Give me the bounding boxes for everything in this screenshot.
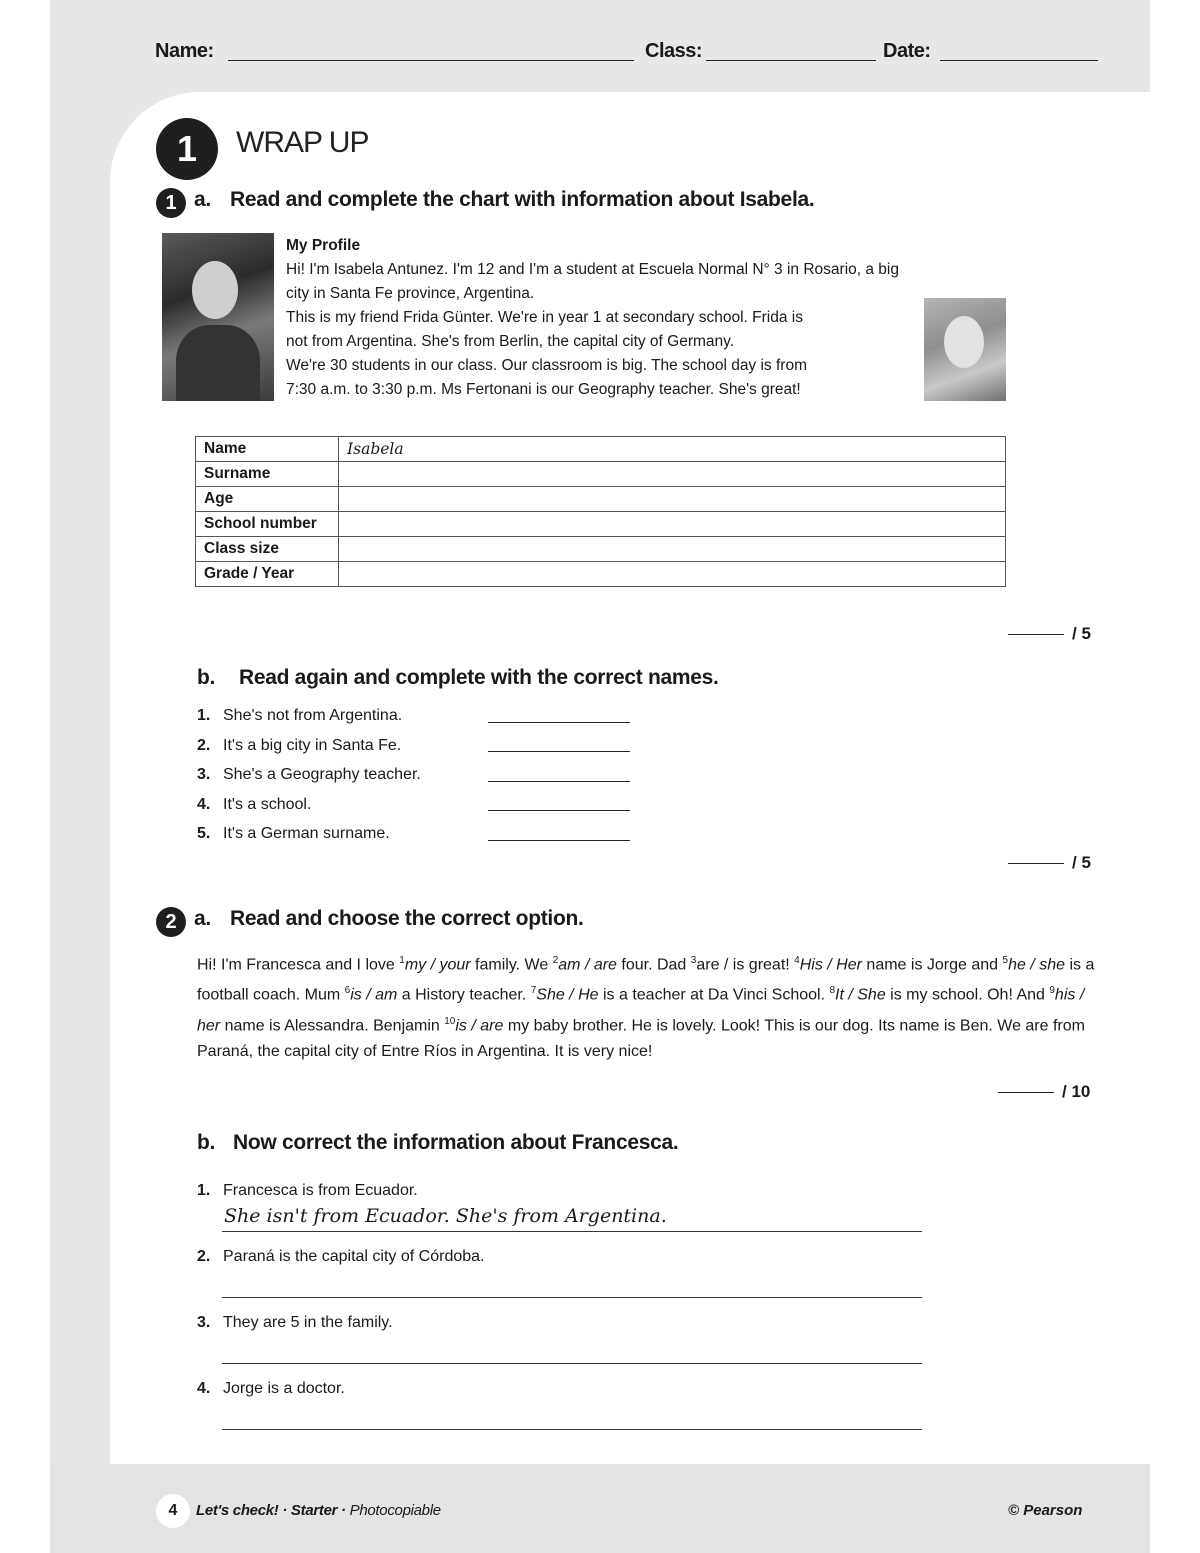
- chart-row: [196, 437, 1006, 462]
- question-item: [197, 766, 421, 784]
- date-label: Date:: [883, 40, 931, 62]
- question-number: 2.: [197, 737, 211, 754]
- question-item: [197, 1248, 484, 1266]
- isabela-photo: [162, 233, 274, 401]
- score-1a: [1008, 624, 1091, 644]
- question-item: [197, 707, 402, 725]
- book-title: Let's check! · Starter ·: [196, 1502, 350, 1519]
- option-choice[interactable]: my / your: [404, 956, 471, 974]
- paragraph-text: name is Jorge and: [861, 956, 1003, 974]
- exercise-1a-title: [194, 188, 814, 212]
- footer-book-title: [196, 1502, 441, 1519]
- question-text: Francesca is from Ecuador.: [223, 1182, 418, 1199]
- gap-number: 1: [399, 955, 405, 966]
- paragraph-text: my baby brother. He is lovely. Look! This is our dog. Its name is Ben. We are from Paraná, the capital city of Entre Ríos in Argentina. It is very nice!: [197, 1016, 1085, 1060]
- question-number: 4.: [197, 796, 211, 813]
- exercise-2-badge: 2: [156, 907, 186, 937]
- paragraph-text: family. We: [470, 956, 553, 974]
- question-item: [197, 1182, 418, 1200]
- option-choice[interactable]: am / are: [558, 956, 617, 974]
- profile-line: 7:30 a.m. to 3:30 p.m. Ms Fertonani is our Geography teacher. She's great!: [286, 381, 801, 398]
- gap-number: 9: [1049, 985, 1055, 997]
- date-field-line[interactable]: [940, 60, 1098, 61]
- exercise-2a-title: [194, 907, 584, 931]
- name-field-line[interactable]: [228, 60, 634, 61]
- option-choice[interactable]: is / are: [455, 1016, 504, 1034]
- chart-answer[interactable]: [339, 562, 1006, 587]
- score-line[interactable]: [1008, 863, 1064, 864]
- chart-label: Surname: [196, 462, 339, 487]
- paragraph-text: Hi! I'm Francesca and I love: [197, 956, 400, 974]
- option-choice[interactable]: are / is: [696, 956, 745, 974]
- option-choice[interactable]: his / her: [197, 986, 1085, 1034]
- option-choice[interactable]: It / She: [835, 986, 886, 1004]
- question-number: 1.: [197, 707, 211, 724]
- score-total: / 5: [1072, 624, 1091, 643]
- question-number: 3.: [197, 1314, 211, 1331]
- chart-label: Name: [196, 437, 339, 462]
- question-text: It's a German surname.: [223, 825, 390, 842]
- class-field-line[interactable]: [706, 60, 876, 61]
- option-choice[interactable]: His / Her: [799, 956, 862, 974]
- chart-label: Class size: [196, 537, 339, 562]
- chart-answer[interactable]: [339, 487, 1006, 512]
- page-number: 4: [156, 1494, 190, 1528]
- profile-line: This is my friend Frida Günter. We're in year 1 at secondary school. Frida is: [286, 309, 803, 326]
- score-total: / 10: [1062, 1082, 1091, 1101]
- gap-number: 7: [530, 985, 537, 997]
- question-item: [197, 1314, 393, 1332]
- question-text: She's not from Argentina.: [223, 707, 403, 724]
- exercise-instruction: Now correct the information about Francesca.: [233, 1131, 679, 1154]
- paragraph-text: is a football coach. Mum: [197, 956, 1095, 1004]
- answer-line[interactable]: [222, 1429, 922, 1430]
- question-text: They are 5 in the family.: [223, 1314, 393, 1331]
- answer-blank[interactable]: [488, 751, 630, 752]
- paragraph-text: name is Alessandra. Benjamin: [220, 1016, 445, 1034]
- answer-blank[interactable]: [488, 781, 630, 782]
- profile-text: [286, 234, 1016, 402]
- chart-row: [196, 462, 1006, 487]
- profile-title: My Profile: [286, 237, 361, 254]
- chart-row: [196, 487, 1006, 512]
- exercise-2b-title: [197, 1131, 678, 1155]
- chart-answer[interactable]: [339, 512, 1006, 537]
- gap-number: 2: [552, 955, 559, 966]
- gap-number: 8: [829, 985, 836, 997]
- exercise-1-badge: 1: [156, 188, 186, 218]
- exercise-letter: b.: [197, 666, 216, 689]
- option-choice[interactable]: he / she: [1008, 956, 1065, 974]
- gap-number: 3: [690, 955, 697, 966]
- class-label: Class:: [645, 40, 703, 62]
- chart-label: Grade / Year: [196, 562, 339, 587]
- question-number: 1.: [197, 1182, 211, 1199]
- score-1b: [1008, 853, 1091, 873]
- exercise-letter: a.: [194, 907, 211, 930]
- paragraph-text: four. Dad: [616, 956, 691, 974]
- exercise-instruction: Read again and complete with the correct names.: [239, 666, 719, 689]
- gap-number: 6: [344, 985, 351, 997]
- exercise-letter: b.: [197, 1131, 216, 1154]
- answer-line[interactable]: [222, 1363, 922, 1364]
- question-item: [197, 825, 390, 843]
- question-number: 4.: [197, 1380, 211, 1397]
- exercise-1b-title: [197, 666, 719, 690]
- question-text: It's a big city in Santa Fe.: [223, 737, 402, 754]
- paragraph-text: great!: [744, 956, 795, 974]
- question-text: It's a school.: [223, 796, 312, 813]
- question-text: She's a Geography teacher.: [223, 766, 421, 783]
- question-item: [197, 737, 401, 755]
- option-choice[interactable]: is / am: [350, 986, 398, 1004]
- profile-line: We're 30 students in our class. Our classroom is big. The school day is from: [286, 357, 807, 374]
- unit-title: WRAP UP: [236, 126, 369, 159]
- profile-line: not from Argentina. She's from Berlin, the capital city of Germany.: [286, 333, 735, 350]
- chart-row: [196, 562, 1006, 587]
- exercise-instruction: Read and complete the chart with information about Isabela.: [230, 188, 815, 211]
- exercise-instruction: Read and choose the correct option.: [230, 907, 584, 930]
- name-label: Name:: [155, 40, 214, 62]
- profile-line: Hi! I'm Isabela Antunez. I'm 12 and I'm a student at Escuela Normal N° 3 in Rosario, a big: [286, 261, 899, 278]
- handwritten-answer[interactable]: She isn't from Ecuador. She's from Argentina.: [224, 1205, 667, 1227]
- answer-blank[interactable]: [488, 810, 630, 811]
- answer-blank[interactable]: [488, 722, 630, 723]
- francesca-paragraph: [197, 948, 1102, 1065]
- chart-row: [196, 537, 1006, 562]
- score-line[interactable]: [1008, 634, 1064, 635]
- question-number: 3.: [197, 766, 211, 783]
- chart-row: [196, 512, 1006, 537]
- info-chart: [195, 436, 1006, 587]
- exercise-letter: a.: [194, 188, 211, 211]
- paragraph-text: a History teacher.: [397, 986, 531, 1004]
- answer-line[interactable]: [222, 1231, 922, 1232]
- answer-line[interactable]: [222, 1297, 922, 1298]
- chart-label: School number: [196, 512, 339, 537]
- question-number: 5.: [197, 825, 211, 842]
- gap-number: 4: [794, 955, 800, 966]
- profile-line: city in Santa Fe province, Argentina.: [286, 285, 535, 302]
- question-item: [197, 796, 311, 814]
- gap-number: 10: [444, 1015, 456, 1027]
- chart-answer[interactable]: Isabela: [339, 437, 1006, 462]
- question-text: Jorge is a doctor.: [223, 1380, 345, 1397]
- unit-number-badge: 1: [156, 118, 218, 180]
- score-2a: [998, 1082, 1090, 1102]
- chart-answer[interactable]: [339, 537, 1006, 562]
- question-text: Paraná is the capital city of Córdoba.: [223, 1248, 485, 1265]
- paragraph-text: is a teacher at Da Vinci School.: [598, 986, 830, 1004]
- photocopiable-label: Photocopiable: [349, 1502, 441, 1519]
- score-total: / 5: [1072, 853, 1091, 872]
- gap-number: 5: [1002, 955, 1009, 966]
- question-item: [197, 1380, 345, 1398]
- paragraph-text: is my school. Oh! And: [885, 986, 1050, 1004]
- option-choice[interactable]: She / He: [536, 986, 599, 1004]
- answer-blank[interactable]: [488, 840, 630, 841]
- score-line[interactable]: [998, 1092, 1054, 1093]
- copyright: © Pearson: [1008, 1502, 1083, 1519]
- chart-answer[interactable]: [339, 462, 1006, 487]
- chart-label: Age: [196, 487, 339, 512]
- question-number: 2.: [197, 1248, 211, 1265]
